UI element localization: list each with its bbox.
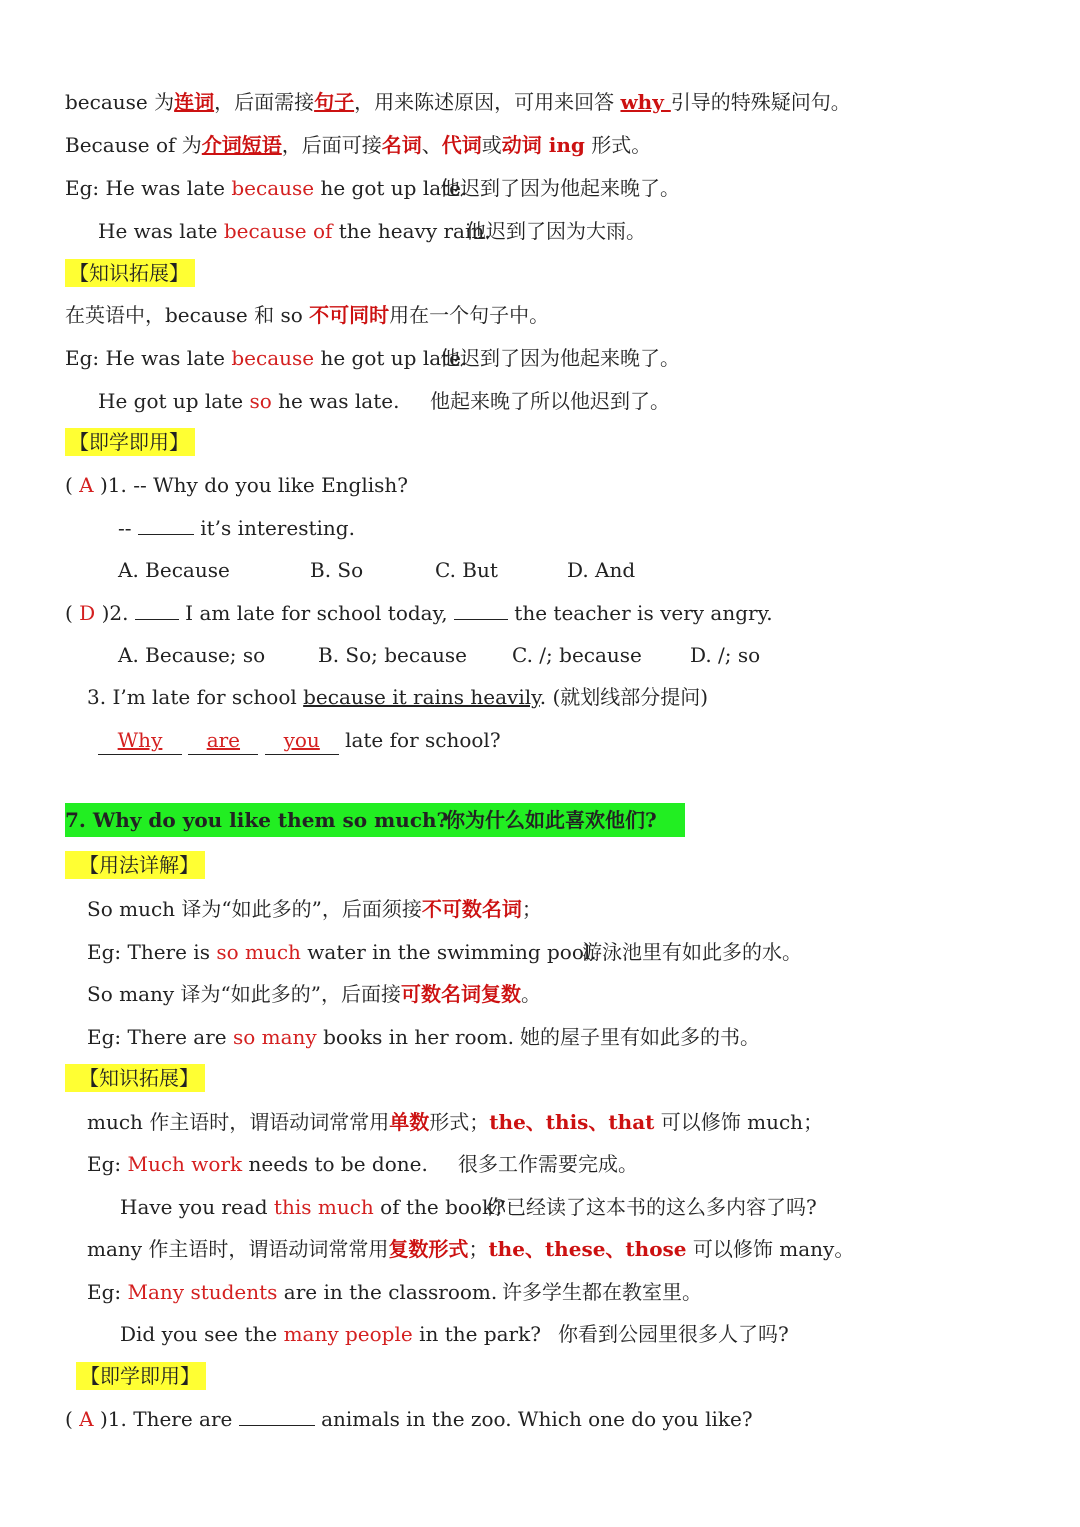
example-sentence: Eg: He was late because he got up late. bbox=[65, 176, 468, 200]
question-2: ( D )2. I am late for school today, the teacher is very angry. bbox=[65, 601, 773, 625]
because-of-rule-line: Because of 为介词短语，后面可接名词、代词或动词 ing 形式。 bbox=[65, 133, 652, 157]
question-1: ( A )1. There are animals in the zoo. Which one do you like? bbox=[65, 1407, 753, 1431]
answer-blank[interactable] bbox=[239, 1405, 315, 1426]
example-sentence: Have you read this much of the book? bbox=[120, 1195, 505, 1219]
rule-line: 在英语中，because 和 so 不可同时用在一个句子中。 bbox=[65, 303, 550, 327]
option-a: A. Because; so bbox=[118, 643, 266, 667]
option-c: C. /; because bbox=[512, 643, 642, 667]
section-tag-practice: 【即学即用】 bbox=[76, 1362, 206, 1390]
answer-letter: D bbox=[79, 601, 96, 625]
example-sentence: Eg: There are so many books in her room. bbox=[87, 1025, 514, 1049]
example-translation: 他迟到了因为大雨。 bbox=[466, 219, 646, 243]
answer-blank[interactable]: you bbox=[265, 726, 339, 755]
option-c: C. But bbox=[435, 558, 498, 582]
example-translation: 他起来晚了所以他迟到了。 bbox=[430, 389, 670, 413]
rule-line: much 作主语时，谓语动词常常用单数形式；the、this、that 可以修饰 much； bbox=[87, 1110, 824, 1134]
rule-line: So much 译为“如此多的”，后面须接不可数名词； bbox=[87, 897, 542, 921]
example-sentence: He got up late so he was late. bbox=[98, 389, 400, 413]
section-tag-practice: 【即学即用】 bbox=[65, 428, 195, 456]
question-3-answer: Why are you late for school? bbox=[98, 726, 501, 755]
answer-blank[interactable]: Why bbox=[98, 726, 182, 755]
answer-letter: A bbox=[79, 1407, 94, 1431]
example-translation: 许多学生都在教室里。 bbox=[502, 1280, 702, 1304]
example-sentence: Did you see the many people in the park? bbox=[120, 1322, 541, 1346]
section-tag-usage: 【用法详解】 bbox=[65, 851, 205, 879]
answer-blank[interactable] bbox=[454, 599, 508, 620]
example-sentence: Eg: He was late because he got up late. bbox=[65, 346, 468, 370]
option-a: A. Because bbox=[118, 558, 230, 582]
section-tag-knowledge: 【知识拓展】 bbox=[65, 1064, 205, 1092]
question-3: 3. I’m late for school because it rains heavily. (就划线部分提问) bbox=[87, 685, 709, 709]
example-sentence: Eg: Much work needs to be done. bbox=[87, 1152, 428, 1176]
example-translation: 很多工作需要完成。 bbox=[458, 1152, 638, 1176]
example-sentence: Eg: Many students are in the classroom. bbox=[87, 1280, 498, 1304]
option-d: D. And bbox=[567, 558, 636, 582]
example-translation: 他迟到了因为他起来晚了。 bbox=[440, 346, 680, 370]
question-1-reply: -- it’s interesting. bbox=[118, 516, 355, 540]
option-b: B. So bbox=[310, 558, 364, 582]
example-translation: 她的屋子里有如此多的书。 bbox=[520, 1025, 760, 1049]
rule-line: So many 译为“如此多的”，后面接可数名词复数。 bbox=[87, 982, 541, 1006]
section-heading: 7. Why do you like them so much? 你为什么如此喜欢他们? bbox=[65, 803, 685, 837]
answer-letter: A bbox=[79, 473, 94, 497]
question-1: ( A )1. -- Why do you like English? bbox=[65, 473, 409, 497]
option-b: B. So; because bbox=[318, 643, 467, 667]
example-translation: 游泳池里有如此多的水。 bbox=[582, 940, 802, 964]
example-sentence: He was late because of the heavy rain. bbox=[98, 219, 491, 243]
section-tag-knowledge: 【知识拓展】 bbox=[65, 259, 195, 287]
option-d: D. /; so bbox=[690, 643, 761, 667]
rule-line: many 作主语时，谓语动词常常用复数形式；the、these、those 可以修饰 many。 bbox=[87, 1237, 855, 1261]
example-sentence: Eg: There is so much water in the swimming pool. bbox=[87, 940, 597, 964]
answer-blank[interactable] bbox=[138, 514, 194, 535]
because-rule-line: because 为连词，后面需接句子，用来陈述原因，可用来回答 why 引导的特殊疑问句。 bbox=[65, 90, 851, 114]
example-translation: 他迟到了因为他起来晚了。 bbox=[440, 176, 680, 200]
answer-blank[interactable] bbox=[135, 599, 179, 620]
example-translation: 你已经读了这本书的这么多内容了吗? bbox=[486, 1195, 817, 1219]
example-translation: 你看到公园里很多人了吗? bbox=[558, 1322, 789, 1346]
answer-blank[interactable]: are bbox=[188, 726, 258, 755]
